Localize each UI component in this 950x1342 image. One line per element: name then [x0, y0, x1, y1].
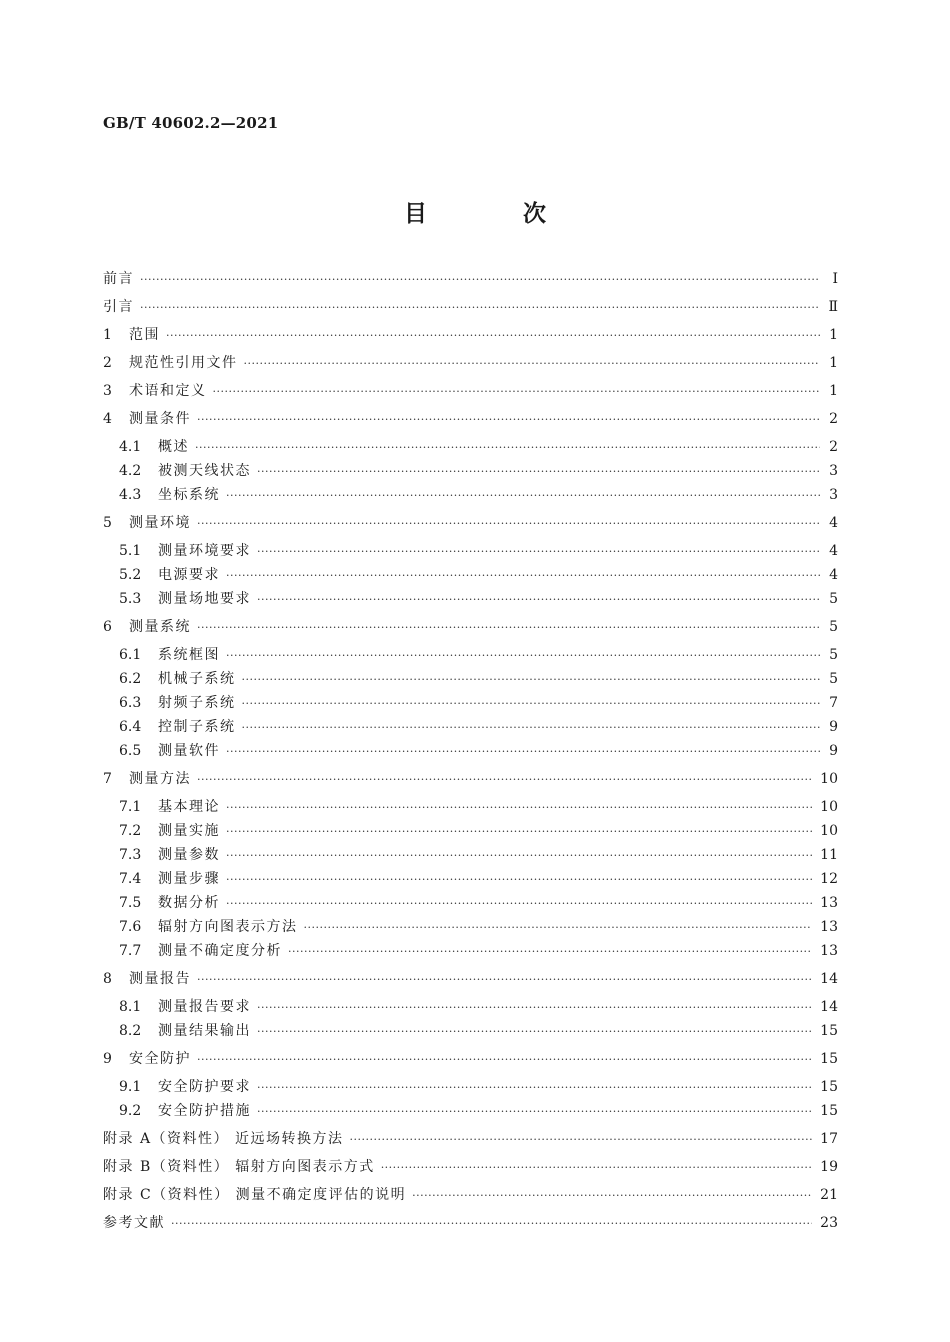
toc-entry[interactable]	[119, 668, 838, 690]
toc-entry[interactable]	[119, 1100, 838, 1122]
toc-entry-label: 范围	[129, 327, 160, 343]
dot-leader	[257, 589, 820, 611]
toc-entry-label: 测量方法	[129, 771, 191, 787]
toc-entry-number: 7.6	[119, 919, 142, 935]
toc-entry-page: 19	[820, 1159, 838, 1175]
toc-entry-label: 电源要求	[158, 567, 220, 583]
toc-entry-label: 附录 C（资料性） 测量不确定度评估的说明	[103, 1187, 407, 1203]
toc-entry-number: 9.1	[119, 1079, 142, 1095]
toc-entry-label: 安全防护	[129, 1051, 191, 1067]
toc-entry-label: 测量报告要求	[158, 999, 251, 1015]
toc-entry-label: 安全防护要求	[158, 1079, 251, 1095]
toc-entry-page: 4	[829, 543, 838, 559]
toc-entry-label: 辐射方向图表示方法	[158, 919, 298, 935]
toc-entry[interactable]	[119, 1076, 838, 1098]
toc-entry-label: 附录 A（资料性） 近远场转换方法	[103, 1131, 344, 1147]
dot-leader	[257, 461, 820, 483]
toc-entry-page: 15	[820, 1051, 838, 1067]
toc-entry-label: 机械子系统	[158, 671, 236, 687]
toc-entry-number: 4.3	[119, 487, 142, 503]
dot-leader	[197, 617, 820, 639]
toc-entry[interactable]	[103, 1212, 838, 1234]
toc-entry-page: Ⅱ	[828, 299, 838, 315]
toc-entry-page: 5	[829, 619, 838, 635]
toc-entry-number: 6.2	[119, 671, 142, 687]
toc-entry-label: 测量不确定度分析	[158, 943, 282, 959]
toc-entry-number: 4	[103, 411, 112, 427]
dot-leader	[197, 769, 812, 791]
toc-entry[interactable]	[103, 268, 838, 290]
toc-entry[interactable]	[119, 644, 838, 666]
dot-leader	[226, 565, 820, 587]
toc-entry-number: 6	[103, 619, 112, 635]
toc-entry-page: 13	[820, 895, 838, 911]
toc-entry-page: 12	[820, 871, 838, 887]
dot-leader	[288, 941, 812, 963]
dot-leader	[226, 741, 820, 763]
toc-entry[interactable]	[119, 916, 838, 938]
toc-entry[interactable]	[103, 768, 838, 790]
toc-entry-label: 安全防护措施	[158, 1103, 251, 1119]
toc-entry[interactable]	[103, 352, 838, 374]
dot-leader	[412, 1185, 812, 1207]
toc-entry[interactable]	[103, 380, 838, 402]
toc-entry-number: 8.2	[119, 1023, 142, 1039]
toc-entry-label: 概述	[158, 439, 189, 455]
toc-entry-number: 7.1	[119, 799, 142, 815]
dot-leader	[197, 969, 812, 991]
toc-entry-page: 3	[829, 463, 838, 479]
toc-entry-label: 数据分析	[158, 895, 220, 911]
toc-entry-number: 7.7	[119, 943, 142, 959]
toc-entry-page: 4	[829, 567, 838, 583]
toc-entry-page: 15	[820, 1079, 838, 1095]
dot-leader	[226, 797, 812, 819]
toc-entry-number: 1	[103, 327, 112, 343]
toc-entry-page: 14	[820, 971, 838, 987]
toc-entry-label: 引言	[103, 299, 134, 315]
toc-entry-page: 1	[829, 383, 838, 399]
toc-entry-page: Ⅰ	[832, 271, 838, 287]
toc-entry-label: 参考文献	[103, 1215, 165, 1231]
dot-leader	[226, 869, 812, 891]
dot-leader	[197, 1049, 812, 1071]
toc-entry-page: 1	[829, 327, 838, 343]
toc-entry-number: 6.3	[119, 695, 142, 711]
toc-entry[interactable]	[103, 616, 838, 638]
toc-entry-page: 2	[829, 439, 838, 455]
dot-leader	[304, 917, 813, 939]
dot-leader	[226, 821, 812, 843]
dot-leader	[242, 693, 821, 715]
toc-entry-page: 21	[820, 1187, 838, 1203]
dot-leader	[226, 845, 812, 867]
toc-entry[interactable]	[119, 820, 838, 842]
dot-leader	[226, 645, 820, 667]
toc-entry-page: 7	[829, 695, 838, 711]
toc-entry[interactable]	[103, 324, 838, 346]
toc-entry-page: 10	[820, 823, 838, 839]
toc-entry-number: 8.1	[119, 999, 142, 1015]
toc-entry-page: 10	[820, 799, 838, 815]
toc-entry-number: 4.2	[119, 463, 142, 479]
toc-entry-number: 9	[103, 1051, 112, 1067]
page-title: 目 次	[403, 201, 590, 227]
toc-entry-page: 13	[820, 919, 838, 935]
toc-entry[interactable]	[119, 868, 838, 890]
toc-entry-label: 术语和定义	[129, 383, 207, 399]
toc-entry[interactable]	[103, 408, 838, 430]
toc-entry-number: 6.4	[119, 719, 142, 735]
toc-entry-label: 前言	[103, 271, 134, 287]
toc-entry-page: 11	[820, 847, 838, 863]
toc-entry-page: 9	[829, 743, 838, 759]
toc-entry-label: 测量结果输出	[158, 1023, 251, 1039]
toc-entry-label: 坐标系统	[158, 487, 220, 503]
dot-leader	[226, 485, 820, 507]
dot-leader	[140, 297, 820, 319]
dot-leader	[197, 409, 820, 431]
toc-entry-number: 5	[103, 515, 112, 531]
toc-entry-label: 测量场地要求	[158, 591, 251, 607]
toc-entry-number: 4.1	[119, 439, 142, 455]
toc-entry-label: 测量实施	[158, 823, 220, 839]
toc-entry[interactable]	[119, 540, 838, 562]
dot-leader	[257, 1101, 812, 1123]
toc-entry-label: 系统框图	[158, 647, 220, 663]
toc-entry[interactable]	[103, 296, 838, 318]
toc-entry-label: 被测天线状态	[158, 463, 251, 479]
toc-entry-number: 2	[103, 355, 112, 371]
toc-entry-label: 测量环境要求	[158, 543, 251, 559]
dot-leader	[213, 381, 821, 403]
toc-entry-label: 测量步骤	[158, 871, 220, 887]
toc-entry[interactable]	[103, 1128, 838, 1150]
toc-entry-number: 5.3	[119, 591, 142, 607]
toc-entry-number: 5.2	[119, 567, 142, 583]
dot-leader	[257, 541, 820, 563]
toc-entry[interactable]	[103, 1184, 838, 1206]
toc-entry-label: 附录 B（资料性） 辐射方向图表示方式	[103, 1159, 375, 1175]
toc-entry-number: 5.1	[119, 543, 142, 559]
toc-entry-page: 23	[820, 1215, 838, 1231]
toc-entry-page: 15	[820, 1023, 838, 1039]
dot-leader	[242, 717, 821, 739]
dot-leader	[226, 893, 812, 915]
toc-entry-page: 4	[829, 515, 838, 531]
toc-entry-page: 5	[829, 647, 838, 663]
toc-entry-label: 测量报告	[129, 971, 191, 987]
toc-entry-page: 13	[820, 943, 838, 959]
toc-entry-number: 7.2	[119, 823, 142, 839]
toc-entry[interactable]	[119, 460, 838, 482]
toc-entry[interactable]	[103, 1048, 838, 1070]
dot-leader	[166, 325, 820, 347]
toc-entry-page: 3	[829, 487, 838, 503]
toc-entry-label: 测量条件	[129, 411, 191, 427]
toc-entry[interactable]	[119, 692, 838, 714]
toc-entry-page: 1	[829, 355, 838, 371]
toc-entry-page: 5	[829, 671, 838, 687]
toc-entry-page: 17	[820, 1131, 838, 1147]
toc-entry-label: 测量参数	[158, 847, 220, 863]
toc-entry[interactable]	[103, 1156, 838, 1178]
toc-entry-number: 7.5	[119, 895, 142, 911]
toc-entry-label: 测量环境	[129, 515, 191, 531]
toc-entry[interactable]	[119, 588, 838, 610]
toc-entry-number: 7	[103, 771, 112, 787]
toc-entry[interactable]	[119, 436, 838, 458]
dot-leader	[350, 1129, 813, 1151]
toc-entry[interactable]	[119, 892, 838, 914]
toc-entry[interactable]	[103, 512, 838, 534]
dot-leader	[257, 1021, 812, 1043]
toc-entry[interactable]	[119, 844, 838, 866]
toc-entry[interactable]	[119, 940, 838, 962]
dot-leader	[381, 1157, 812, 1179]
dot-leader	[140, 269, 820, 291]
toc-entry-page: 14	[820, 999, 838, 1015]
toc-entry[interactable]	[119, 716, 838, 738]
toc-entry[interactable]	[119, 796, 838, 818]
toc-entry-number: 6.1	[119, 647, 142, 663]
toc-entry[interactable]	[119, 564, 838, 586]
toc-entry-label: 射频子系统	[158, 695, 236, 711]
toc-entry-label: 基本理论	[158, 799, 220, 815]
toc-entry-number: 8	[103, 971, 112, 987]
dot-leader	[257, 1077, 812, 1099]
toc-entry-number: 3	[103, 383, 112, 399]
toc-entry-label: 规范性引用文件	[129, 355, 238, 371]
toc-entry-label: 测量软件	[158, 743, 220, 759]
toc-entry[interactable]	[119, 1020, 838, 1042]
toc-entry-page: 5	[829, 591, 838, 607]
dot-leader	[195, 437, 820, 459]
dot-leader	[171, 1213, 812, 1235]
toc-entry-number: 6.5	[119, 743, 142, 759]
standard-number: GB/T 40602.2—2021	[103, 114, 279, 132]
toc-entry-page: 2	[829, 411, 838, 427]
toc-entry[interactable]	[119, 996, 838, 1018]
dot-leader	[244, 353, 821, 375]
toc-entry[interactable]	[103, 968, 838, 990]
toc-entry-number: 7.3	[119, 847, 142, 863]
toc-entry-number: 9.2	[119, 1103, 142, 1119]
toc-entry[interactable]	[119, 740, 838, 762]
toc-entry-label: 测量系统	[129, 619, 191, 635]
toc-entry[interactable]	[119, 484, 838, 506]
toc-entry-page: 15	[820, 1103, 838, 1119]
dot-leader	[257, 997, 812, 1019]
toc-entry-page: 10	[820, 771, 838, 787]
toc-entry-number: 7.4	[119, 871, 142, 887]
dot-leader	[197, 513, 820, 535]
toc-entry-label: 控制子系统	[158, 719, 236, 735]
dot-leader	[242, 669, 821, 691]
toc-entry-page: 9	[829, 719, 838, 735]
